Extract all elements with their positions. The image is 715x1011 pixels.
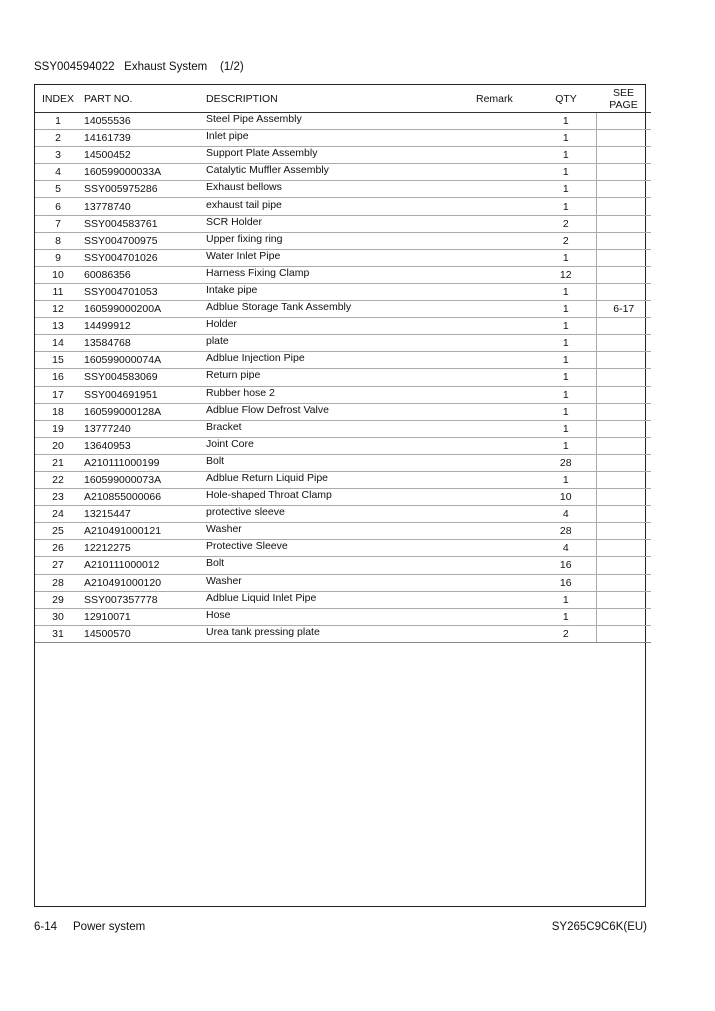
cell-part-no: 160599000073A (81, 471, 202, 488)
cell-see-page (596, 591, 651, 608)
cell-description: exhaust tail pipe (202, 196, 476, 213)
cell-qty: 1 (536, 147, 596, 164)
cell-remark (476, 454, 536, 471)
header-see-page (596, 85, 651, 113)
cell-remark (476, 489, 536, 506)
cell-see-page (596, 471, 651, 488)
cell-remark (476, 266, 536, 283)
cell-see-page (596, 506, 651, 523)
cell-part-no: A210111000012 (81, 557, 202, 574)
cell-index: 12 (35, 301, 81, 318)
cell-remark (476, 301, 536, 318)
cell-description: Upper fixing ring (202, 230, 476, 247)
cell-see-page (596, 352, 651, 369)
cell-index: 15 (35, 352, 81, 369)
cell-index: 30 (35, 608, 81, 625)
cell-description: Adblue Return Liquid Pipe (202, 469, 476, 486)
cell-see-page (596, 454, 651, 471)
cell-description: Rubber hose 2 (202, 384, 476, 401)
cell-description: Protective Sleeve (202, 538, 476, 555)
cell-see-page (596, 574, 651, 591)
cell-description: Exhaust bellows (202, 179, 476, 196)
cell-part-no: 12212275 (81, 540, 202, 557)
cell-index: 29 (35, 591, 81, 608)
cell-see-page (596, 113, 651, 130)
cell-qty: 1 (536, 386, 596, 403)
cell-remark (476, 437, 536, 454)
cell-qty: 1 (536, 249, 596, 266)
cell-remark (476, 283, 536, 300)
cell-see-page: 6-17 (596, 301, 651, 318)
cell-part-no: 60086356 (81, 266, 202, 283)
cell-part-no: 160599000074A (81, 352, 202, 369)
cell-description: Hose (202, 606, 476, 623)
cell-description: Return pipe (202, 367, 476, 384)
cell-part-no: SSY004700975 (81, 232, 202, 249)
cell-part-no: A210491000121 (81, 523, 202, 540)
cell-remark (476, 352, 536, 369)
cell-remark (476, 420, 536, 437)
cell-see-page (596, 266, 651, 283)
cell-part-no: 13777240 (81, 420, 202, 437)
cell-index: 20 (35, 437, 81, 454)
cell-remark (476, 130, 536, 147)
cell-qty: 28 (536, 454, 596, 471)
cell-description: Washer (202, 572, 476, 589)
header-see-label: SEE (612, 86, 634, 99)
cell-qty: 2 (536, 215, 596, 232)
cell-see-page (596, 437, 651, 454)
cell-part-no: 14500452 (81, 147, 202, 164)
cell-description: Bracket (202, 418, 476, 435)
page-number: 6-14 (34, 921, 58, 933)
cell-qty: 10 (536, 489, 596, 506)
cell-see-page (596, 608, 651, 625)
cell-remark (476, 318, 536, 335)
cell-qty: 1 (536, 181, 596, 198)
cell-index: 8 (35, 232, 81, 249)
cell-qty: 1 (536, 335, 596, 352)
cell-description: Bolt (202, 452, 476, 469)
cell-description: plate (202, 333, 476, 350)
cell-index: 14 (35, 335, 81, 352)
cell-part-no: SSY005975286 (81, 181, 202, 198)
cell-index: 28 (35, 574, 81, 591)
cell-index: 10 (35, 266, 81, 283)
cell-index: 7 (35, 215, 81, 232)
cell-qty: 1 (536, 198, 596, 215)
cell-part-no: 160599000200A (81, 301, 202, 318)
cell-see-page (596, 318, 651, 335)
cell-index: 17 (35, 386, 81, 403)
cell-remark (476, 386, 536, 403)
page-footer-left (34, 921, 145, 933)
cell-see-page (596, 420, 651, 437)
cell-remark (476, 625, 536, 642)
cell-remark (476, 198, 536, 215)
cell-see-page (596, 489, 651, 506)
cell-see-page (596, 335, 651, 352)
cell-remark (476, 506, 536, 523)
table-row (35, 625, 651, 642)
section-name: Power system (73, 921, 146, 933)
cell-see-page (596, 164, 651, 181)
cell-description: Washer (202, 521, 476, 538)
cell-remark (476, 147, 536, 164)
cell-description: Urea tank pressing plate (202, 623, 476, 640)
cell-index: 31 (35, 625, 81, 642)
cell-description: Joint Core (202, 435, 476, 452)
header-index: INDEX (35, 85, 81, 113)
parts-table (35, 85, 651, 643)
cell-part-no: 160599000033A (81, 164, 202, 181)
cell-qty: 28 (536, 523, 596, 540)
cell-part-no: A210491000120 (81, 574, 202, 591)
cell-index: 24 (35, 506, 81, 523)
cell-part-no: A210111000199 (81, 454, 202, 471)
cell-remark (476, 540, 536, 557)
cell-see-page (596, 147, 651, 164)
cell-remark (476, 591, 536, 608)
cell-qty: 1 (536, 318, 596, 335)
cell-part-no: 13584768 (81, 335, 202, 352)
cell-index: 21 (35, 454, 81, 471)
cell-part-no: 12910071 (81, 608, 202, 625)
cell-part-no: 14500570 (81, 625, 202, 642)
cell-qty: 16 (536, 574, 596, 591)
cell-qty: 1 (536, 420, 596, 437)
cell-see-page (596, 198, 651, 215)
cell-see-page (596, 215, 651, 232)
cell-part-no: 13778740 (81, 198, 202, 215)
cell-remark (476, 164, 536, 181)
cell-description: Intake pipe (202, 281, 476, 298)
cell-index: 19 (35, 420, 81, 437)
cell-index: 18 (35, 403, 81, 420)
cell-part-no: 14161739 (81, 130, 202, 147)
cell-part-no: SSY004701026 (81, 249, 202, 266)
cell-remark (476, 557, 536, 574)
cell-qty: 1 (536, 130, 596, 147)
cell-see-page (596, 283, 651, 300)
cell-part-no: 13215447 (81, 506, 202, 523)
cell-qty: 1 (536, 437, 596, 454)
cell-remark (476, 471, 536, 488)
cell-part-no: SSY004583761 (81, 215, 202, 232)
cell-qty: 1 (536, 608, 596, 625)
cell-index: 3 (35, 147, 81, 164)
cell-see-page (596, 130, 651, 147)
cell-index: 2 (35, 130, 81, 147)
cell-description: Adblue Injection Pipe (202, 350, 476, 367)
cell-part-no: SSY004691951 (81, 386, 202, 403)
header-remark: Remark (476, 85, 536, 113)
cell-see-page (596, 540, 651, 557)
cell-description: Adblue Storage Tank Assembly (202, 299, 476, 316)
cell-remark (476, 232, 536, 249)
cell-remark (476, 369, 536, 386)
cell-description: Inlet pipe (202, 128, 476, 145)
cell-part-no: A210855000066 (81, 489, 202, 506)
cell-index: 26 (35, 540, 81, 557)
cell-index: 27 (35, 557, 81, 574)
cell-index: 11 (35, 283, 81, 300)
cell-qty: 1 (536, 352, 596, 369)
cell-part-no: 13640953 (81, 437, 202, 454)
cell-see-page (596, 625, 651, 642)
cell-qty: 4 (536, 540, 596, 557)
cell-qty: 2 (536, 232, 596, 249)
cell-part-no: 14499912 (81, 318, 202, 335)
cell-description: Steel Pipe Assembly (202, 111, 476, 128)
cell-remark (476, 523, 536, 540)
cell-index: 16 (35, 369, 81, 386)
cell-description: Hole-shaped Throat Clamp (202, 487, 476, 504)
cell-description: Bolt (202, 555, 476, 572)
cell-remark (476, 113, 536, 130)
cell-index: 22 (35, 471, 81, 488)
cell-see-page (596, 369, 651, 386)
cell-description: SCR Holder (202, 213, 476, 230)
cell-part-no: SSY004583069 (81, 369, 202, 386)
cell-remark (476, 249, 536, 266)
parts-table-frame (34, 84, 646, 907)
cell-description: protective sleeve (202, 504, 476, 521)
cell-index: 5 (35, 181, 81, 198)
header-page-label: PAGE (609, 98, 638, 111)
cell-see-page (596, 249, 651, 266)
cell-qty: 16 (536, 557, 596, 574)
cell-description: Harness Fixing Clamp (202, 264, 476, 281)
cell-see-page (596, 523, 651, 540)
cell-description: Catalytic Muffler Assembly (202, 162, 476, 179)
header-part-no: PART NO. (81, 85, 202, 113)
cell-index: 23 (35, 489, 81, 506)
cell-qty: 1 (536, 403, 596, 420)
cell-qty: 1 (536, 283, 596, 300)
cell-remark (476, 574, 536, 591)
cell-description: Adblue Flow Defrost Valve (202, 401, 476, 418)
header-qty-label: QTY (555, 92, 577, 105)
cell-qty: 1 (536, 591, 596, 608)
cell-index: 13 (35, 318, 81, 335)
cell-description: Adblue Liquid Inlet Pipe (202, 589, 476, 606)
cell-part-no: SSY004701053 (81, 283, 202, 300)
cell-index: 25 (35, 523, 81, 540)
cell-see-page (596, 232, 651, 249)
cell-qty: 2 (536, 625, 596, 642)
cell-see-page (596, 557, 651, 574)
cell-remark (476, 335, 536, 352)
cell-remark (476, 181, 536, 198)
cell-qty: 4 (536, 506, 596, 523)
document-title: SSY004594022 Exhaust System (1/2) (34, 61, 244, 73)
cell-remark (476, 403, 536, 420)
cell-qty: 1 (536, 164, 596, 181)
cell-part-no: 14055536 (81, 113, 202, 130)
cell-qty: 1 (536, 301, 596, 318)
cell-remark (476, 608, 536, 625)
cell-see-page (596, 403, 651, 420)
cell-index: 9 (35, 249, 81, 266)
cell-qty: 1 (536, 471, 596, 488)
cell-description: Water Inlet Pipe (202, 247, 476, 264)
cell-index: 4 (35, 164, 81, 181)
cell-part-no: 160599000128A (81, 403, 202, 420)
header-description: DESCRIPTION (202, 85, 476, 113)
cell-see-page (596, 181, 651, 198)
model-code: SY265C9C6K(EU) (551, 921, 647, 933)
cell-description: Support Plate Assembly (202, 145, 476, 162)
cell-index: 6 (35, 198, 81, 215)
cell-qty: 12 (536, 266, 596, 283)
cell-description: Holder (202, 316, 476, 333)
cell-part-no: SSY007357778 (81, 591, 202, 608)
cell-remark (476, 215, 536, 232)
cell-see-page (596, 386, 651, 403)
cell-index: 1 (35, 113, 81, 130)
header-qty (536, 85, 596, 113)
cell-qty: 1 (536, 369, 596, 386)
table-body (35, 113, 651, 643)
table-header-row (35, 85, 651, 113)
cell-qty: 1 (536, 113, 596, 130)
